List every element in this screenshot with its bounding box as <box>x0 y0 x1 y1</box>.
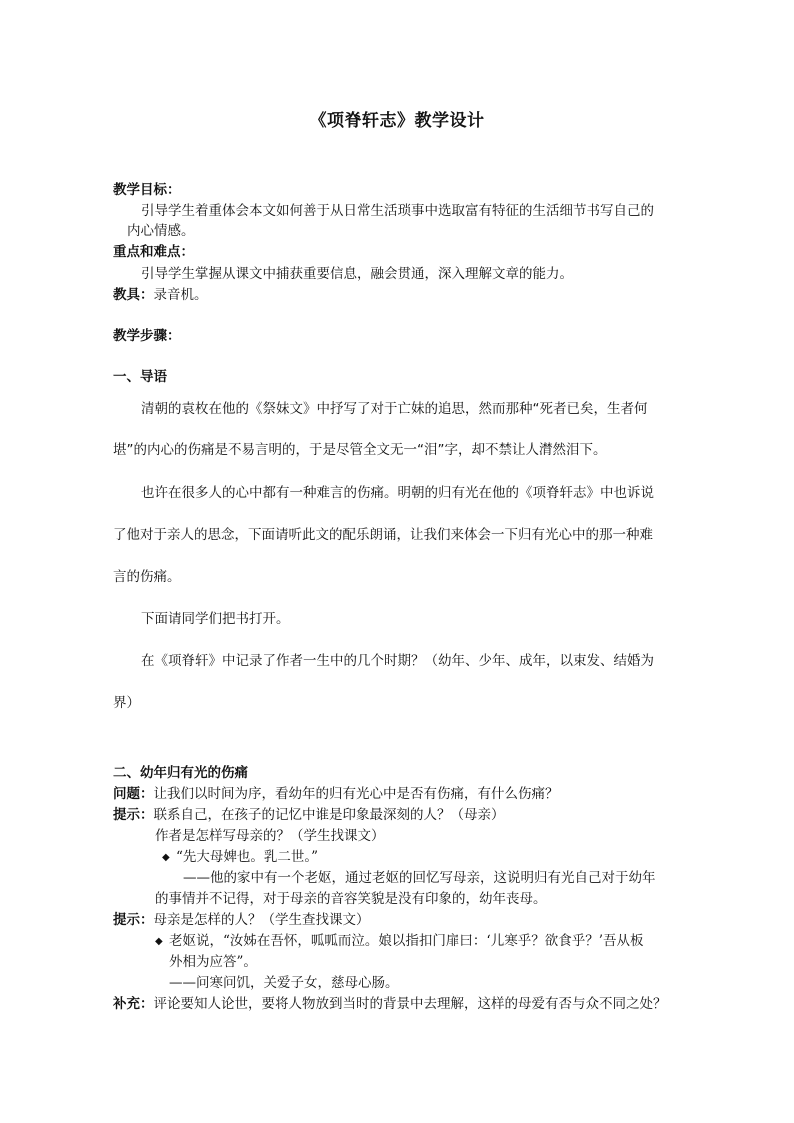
key-points-label: 重点和难点： <box>113 244 194 260</box>
hint2-label: 提示： <box>113 912 154 928</box>
key-points-text: 引导学生掌握从课文中捕获重要信息，融会贯通，深入理解文章的能力。 <box>141 266 573 282</box>
comment2: ——问寒问饥，关爱子女，慈母心肠。 <box>169 975 399 991</box>
supplement-label: 补充： <box>113 996 154 1012</box>
hint2-text: 母亲是怎样的人？（学生查找课文） <box>153 912 370 928</box>
quote2-line2: 外相为应答”。 <box>169 954 257 970</box>
intro-p2-line1: 也许在很多人的心中都有一种难言的伤痛。明朝的归有光在他的《项脊轩志》中也诉说 <box>141 485 654 501</box>
comment1-line2: 的事情并不记得，对于母亲的音容笑貌是没有印象的，幼年丧母。 <box>155 891 547 907</box>
diamond-bullet-icon: ◆ <box>155 936 163 947</box>
question-text: 让我们以时间为序，看幼年的归有光心中是否有伤痛，有什么伤痛？ <box>153 786 559 802</box>
steps-label: 教学步骤： <box>113 328 181 344</box>
quote1-line <box>162 847 318 868</box>
hint1-line <box>113 805 505 825</box>
intro-p4-line1: 在《项脊轩》中记录了作者一生中的几个时期？（幼年、少年、成年，以束发、结婚为 <box>141 653 654 669</box>
tools-text: 录音机。 <box>153 287 208 303</box>
intro-p4-line2: 界） <box>113 695 140 711</box>
tools-line <box>113 285 208 305</box>
diamond-bullet-icon: ◆ <box>162 852 170 863</box>
section2-heading: 二、幼年归有光的伤痛 <box>113 765 248 781</box>
supplement-line <box>113 994 667 1014</box>
quote2-text-line1: 老妪说，“汝姊在吾怀，呱呱而泣。娘以指扣门扉曰：‘儿寒乎？欲食乎？’吾从板 <box>169 933 644 949</box>
hint1-text: 联系自己，在孩子的记忆中谁是印象最深刻的人？（母亲） <box>153 807 505 823</box>
goals-text-line2: 内心情感。 <box>127 223 195 239</box>
comment1-line1: ——他的家中有一个老妪，通过老妪的回忆写母亲，这说明归有光自己对于幼年 <box>183 870 656 886</box>
goals-text-line1: 引导学生着重体会本文如何善于从日常生活琐事中选取富有特征的生活细节书写自己的 <box>141 203 654 219</box>
intro-p1-line2: 堪”的内心的伤痛是不易言明的，于是尽管全文无一“泪”字，却不禁让人潸然泪下。 <box>113 442 607 458</box>
intro-p2-line3: 言的伤痛。 <box>113 569 181 585</box>
page-title: 《项脊轩志》教学设计 <box>309 111 485 131</box>
hint2-line <box>113 910 370 930</box>
question-label: 问题： <box>113 786 154 802</box>
hint1-label: 提示： <box>113 807 154 823</box>
goals-label: 教学目标： <box>113 182 181 198</box>
supplement-text: 评论要知人论世，要将人物放到当时的背景中去理解，这样的母爱有否与众不同之处？ <box>153 996 667 1012</box>
tools-label: 教具： <box>113 287 154 303</box>
section1-heading: 一、导语 <box>113 369 167 385</box>
quote2-line1 <box>155 931 643 952</box>
intro-p1-line1: 清朝的袁枚在他的《祭妹文》中抒写了对于亡妹的追思，然而那种“死者已矣，生者何 <box>141 401 648 417</box>
hint1-subquestion: 作者是怎样写母亲的？（学生找课文） <box>155 828 385 844</box>
intro-p2-line2: 了他对于亲人的思念，下面请听此文的配乐朗诵，让我们来体会一下归有光心中的那一种难 <box>113 527 653 543</box>
question-line <box>113 784 559 804</box>
quote1-text: “先大母婢也。乳二世。” <box>176 849 319 865</box>
intro-p3: 下面请同学们把书打开。 <box>141 611 290 627</box>
